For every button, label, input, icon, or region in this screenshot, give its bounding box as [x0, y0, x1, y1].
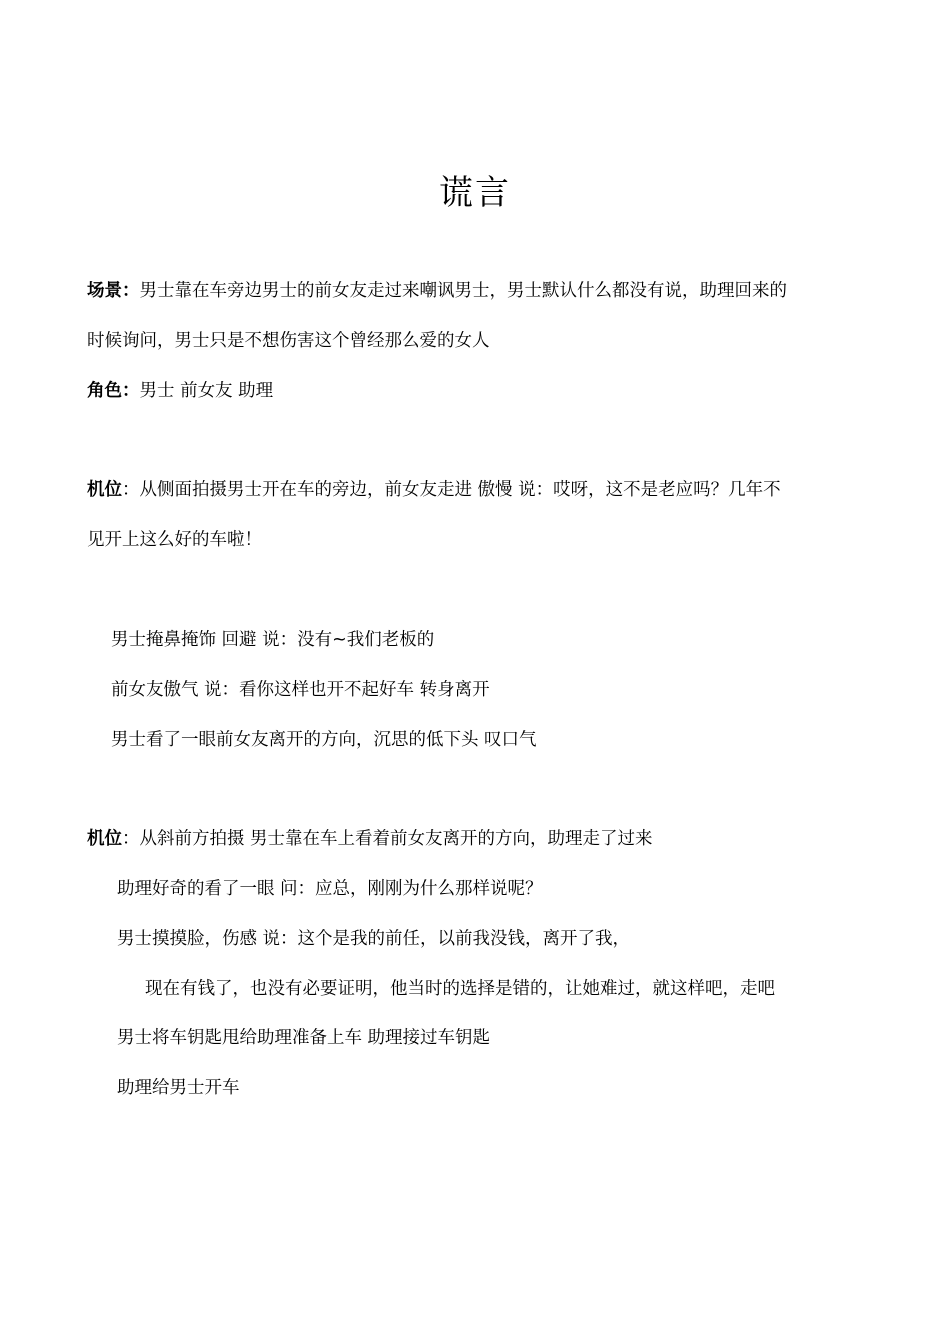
scene-text-1: 男士靠在车旁边男士的前女友走过来嘲讽男士，男士默认什么都没有说，助理回来的	[139, 281, 787, 301]
shot2-action-2: 男士摸摸脸，伤感 说：这个是我的前任，以前我没钱，离开了我，	[117, 929, 631, 949]
roles-label: 角色：	[87, 381, 140, 401]
shot2-action-4: 男士将车钥匙甩给助理准备上车 助理接过车钥匙	[117, 1028, 491, 1048]
shot2-action-3: 现在有钱了，也没有必要证明，他当时的选择是错的，让她难过，就这样吧，走吧	[145, 979, 775, 999]
shot1-label: 机位	[87, 480, 122, 500]
shot2-label: 机位	[87, 829, 122, 849]
shot1-action-3: 男士看了一眼前女友离开的方向，沉思的低下头 叹口气	[111, 730, 537, 750]
shot1-text-1: ：从侧面拍摄男士开在车的旁边，前女友走进 傲慢 说：哎呀，这不是老应吗？几年不	[122, 480, 781, 500]
scene-line-2: 时候询问，男士只是不想伤害这个曾经那么爱的女人	[87, 331, 490, 351]
document-title: 谎言	[439, 173, 511, 213]
shot1-action-1: 男士掩鼻掩饰 回避 说：没有~我们老板的	[111, 630, 435, 650]
shot2-action-5: 助理给男士开车	[117, 1078, 240, 1098]
roles-text: 男士 前女友 助理	[139, 381, 274, 401]
scene-line-1	[87, 278, 787, 304]
shot2-text-1: ：从斜前方拍摄 男士靠在车上看着前女友离开的方向，助理走了过来	[122, 829, 653, 849]
scene-label: 场景：	[87, 281, 140, 301]
shot1-action-2: 前女友傲气 说：看你这样也开不起好车 转身离开	[111, 680, 490, 700]
shot1-line-1	[87, 477, 781, 503]
shot2-line-1	[87, 826, 653, 852]
shot2-action-1: 助理好奇的看了一眼 问：应总，刚刚为什么那样说呢？	[117, 879, 543, 899]
roles-line	[87, 378, 273, 404]
shot1-line-2: 见开上这么好的车啦！	[87, 530, 262, 550]
